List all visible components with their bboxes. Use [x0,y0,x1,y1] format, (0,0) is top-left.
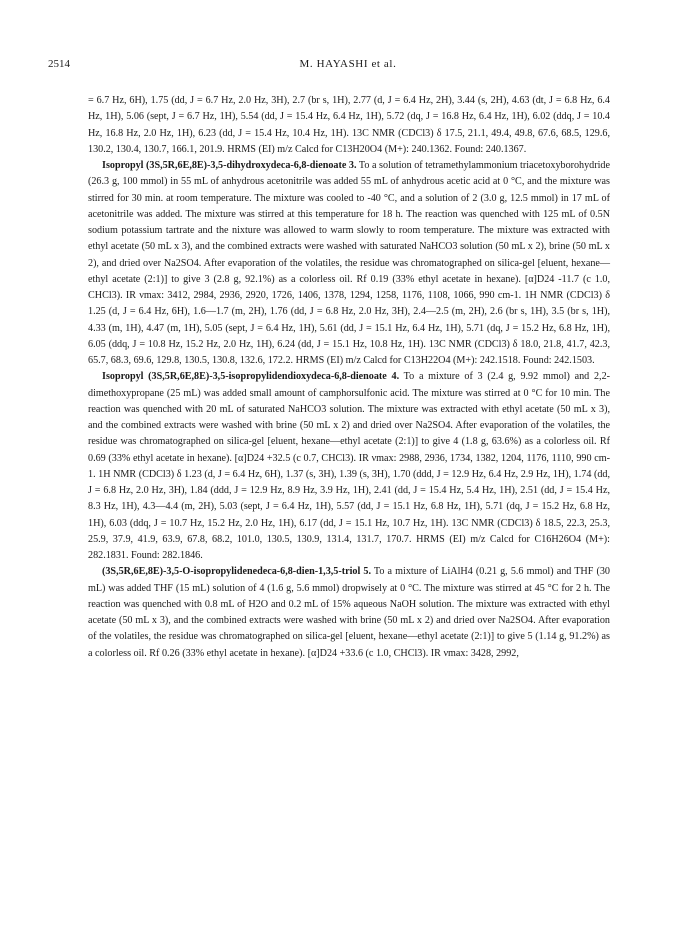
paragraph-compound-3 [88,158,610,369]
paragraph-compound-4 [88,369,610,564]
running-head [48,58,648,74]
compound-heading: Isopropyl (3S,5R,6E,8E)-3,5-isopropylidendioxydeca-6,8-dienoate 4. [102,371,400,383]
compound-heading: (3S,5R,6E,8E)-3,5-O-isopropylidenedeca-6,8-dien-1,3,5-triol 5. [102,566,371,578]
paragraph-text: To a mixture of 3 (2.4 g, 9.92 mmol) and 2,2-dimethoxypropane (25 mL) was added small amount of camphorsulfonic acid. The mixture was stirred at 0 °C for 10 min. The reaction was quenched with 20 mL of saturated NaHCO3 solution. The mixture was extracted with ethyl acetate (50 mL x 3), and the combined extracts were washed with brine (50 mL x 2) and dried over Na2SO4. After evaporation of the volatiles, the residue was chromatographed on silica-gel [eluent, hexane—ethyl acetate (2:1)] to give 4 (1.8 g, 63.6%) as a colorless oil. Rf 0.69 (33% ethyl acetate in hexane). [α]D24 +32.5 (c 0.7, CHCl3). IR νmax: 2988, 2936, 1734, 1382, 1204, 1176, 1110, 990 cm-1. 1H NMR (CDCl3) δ 1.23 (d, J = 6.4 Hz, 6H), 1.37 (s, 3H), 1.39 (s, 3H), 1.70 (ddd, J = 12.9 Hz, 6.4 Hz, 2.9 Hz, 1H), 1.74 (dd, J = 6.8 Hz, 2.0 Hz, 3H), 1.84 (ddd, J = 12.9 Hz, 8.9 Hz, 3.9 Hz, 1H), 2.41 (dd, J = 15.4 Hz, 5.4 Hz, 1H), 2.51 (dd, J = 15.4 Hz, 8.3 Hz, 1H), 4.3—4.4 (m, 2H), 5.03 (sept, J = 6.4 Hz, 1H), 5.57 (dd, J = 15.1 Hz, 6.8 Hz, 1H), 5.71 (dq, J = 15.2 Hz, 6.8 Hz, 1H), 6.03 (ddq, J = 10.7 Hz, 15.2 Hz, 2.0 Hz, 1H), 6.17 (dd, J = 15.1 Hz, 10.7 Hz, 1H). 13C NMR (CDCl3) δ 18.5, 22.3, 25.3, 25.9, 37.9, 41.9, 63.9, 67.8, 68.2, 101.0, 130.5, 130.9, 131.4, 131.7, 170.7. HRMS (EI) m/z Calcd for C16H26O4 (M+): 282.1831. Found: 282.1846. [88,371,611,561]
paragraph-text: To a mixture of LiAlH4 (0.21 g, 5.6 mmol) and THF (30 mL) was added THF (15 mL) solution of 4 (1.6 g, 5.6 mmol) dropwisely at 0 °C. The mixture was stirred at 45 °C for 2 h. The reaction was quenched with 0.8 mL of H2O and 0.2 mL of 15% aqueous NaOH solution. The mixture was extracted with ethyl acetate (50 mL x 3), and the combined extracts were washed with brine (50 mL x 2) and dried over Na2SO4. After evaporation of the volatiles, the residue was chromatographed on silica-gel [eluent, hexane—ethyl acetate (2:1)] to give 5 (1.14 g, 91.2%) as a colorless oil. Rf 0.26 (33% ethyl acetate in hexane). [α]D24 +33.6 (c 1.0, CHCl3). IR νmax: 3428, 2992, [88,566,610,659]
paragraph-compound-5 [88,564,610,662]
page-number: 2514 [48,58,70,70]
paragraph-text: = 6.7 Hz, 6H), 1.75 (dd, J = 6.7 Hz, 2.0 Hz, 3H), 2.7 (br s, 1H), 2.77 (d, J = 6.4 Hz, 2H), 3.44 (s, 2H), 4.63 (dt, J = 6.8 Hz, 6.4 Hz, 1H), 5.06 (sept, J = 6.7 Hz, 1H), 5.54 (dd, J = 15.4 Hz, 6.4 Hz, 1H), 5.72 (dq, J = 16.8 Hz, 6.4 Hz, 1H), 6.02 (ddq, J = 10.4 Hz, 16.8 Hz, 2.0 Hz, 1H), 6.23 (dd, J = 15.4 Hz, 10.4 Hz, 1H). 13C NMR (CDCl3) δ 17.5, 21.1, 49.4, 49.8, 67.6, 68.5, 129.6, 130.2, 130.4, 130.7, 166.1, 201.9. HRMS (EI) m/z Calcd for C13H20O4 (M+): 240.1362. Found: 240.1367. [88,95,610,155]
body-text [88,93,610,662]
paragraph-text: To a solution of tetramethylammonium triacetoxyborohydride (26.3 g, 100 mmol) in 55 mL of anhydrous acetonitrile was added 55 mL of anhydrous acetic acid at 0 °C, and the mixture was stirred for 30 min. at room temperature. The mixture was cooled to -40 °C, and a solution of 2 (3.0 g, 12.5 mmol) in 17 mL of acetonitrile was added. The mixture was stirred at this temperature for 18 h. The reaction was quenched with 125 mL of 0.5N sodium potassium tartrate and the nixture was allowed to warm slowly to room temperature. The mixture was extracted with ethyl acetate (50 mL x 3), and the combined extracts were washed with saturated NaHCO3 solution (50 mL x 2), brine (50 mL x 2), and dried over Na2SO4. After evaporation of the volatiles, the residue was chromatographed on silica-gel [eluent, hexane—ethyl acetate (2:1)] to give 3 (2.8 g, 92.1%) as a colorless oil. Rf 0.19 (33% ethyl acetate in hexane). [α]D24 -11.7 (c 1.0, CHCl3). IR νmax: 3412, 2984, 2936, 2920, 1726, 1406, 1378, 1294, 1258, 1176, 1108, 1066, 990 cm-1. 1H NMR (CDCl3) δ 1.25 (d, J = 6.4 Hz, 6H), 1.6—1.7 (m, 2H), 1.76 (dd, J = 6.8 Hz, 2.0 Hz, 3H), 2.4—2.5 (m, 2H), 2.6 (br s, 1H), 3.5 (br s, 1H), 4.33 (m, 1H), 4.47 (m, 1H), 5.05 (sept, J = 6.4 Hz, 1H), 5.61 (dd, J = 15.1 Hz, 6.4 Hz, 1H), 5.71 (dq, J = 15.2 Hz, 6.8 Hz, 1H), 6.05 (ddq, J = 10.8 Hz, 15.2 Hz, 2.0 Hz, 1H), 6.24 (dd, J = 15.1 Hz, 10.8 Hz, 1H). 13C NMR (CDCl3) δ 18.0, 21.8, 41.7, 42.3, 65.7, 68.3, 69.6, 129.8, 130.5, 130.8, 132.6, 172.2. HRMS (EI) m/z Calcd for C13H22O4 (M+): 242.1518. Found: 242.1503. [88,160,610,366]
running-head-authors: M. HAYASHI et al. [299,58,397,70]
paragraph-continuation [88,93,610,158]
compound-heading: Isopropyl (3S,5R,6E,8E)-3,5-dihydroxydeca-6,8-dienoate 3. [102,160,357,171]
